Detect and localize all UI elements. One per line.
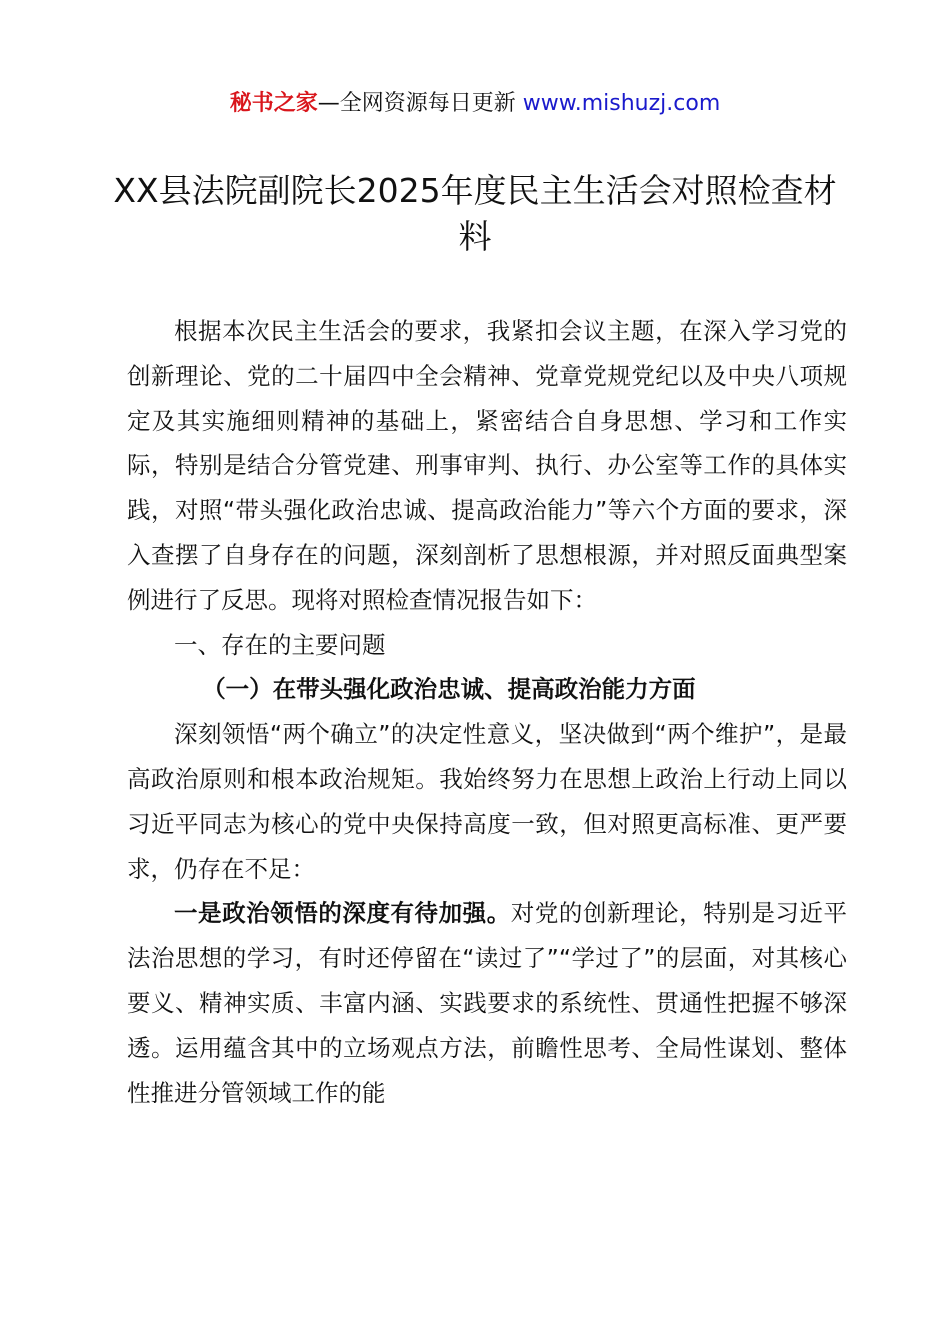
site-header xyxy=(0,86,950,122)
site-url-link[interactable]: www.mishuzj.com xyxy=(522,91,721,116)
section-heading: 一、存在的主要问题 xyxy=(174,630,386,659)
point-lead: 一是政治领悟的深度有待加强。 xyxy=(174,899,511,928)
header-tagline: —全网资源每日更新 xyxy=(317,91,523,116)
subsection-heading: （一）在带头强化政治忠诚、提高政治能力方面 xyxy=(202,675,696,704)
brand-name: 秘书之家 xyxy=(229,91,318,116)
point-paragraph xyxy=(127,891,847,1115)
document-title: XX县法院副院长2025年度民主生活会对照检查材料 xyxy=(113,171,837,256)
subsection-paragraph: 深刻领悟“两个确立”的决定性意义，坚决做到“两个维护”，是最高政治原则和根本政治规矩。我始终努力在思想上政治上行动上同以习近平同志为核心的党中央保持高度一致，但对照更高标准、更严要求，仍存在不足： xyxy=(127,720,847,883)
point-text: 对党的创新理论，特别是习近平法治思想的学习，有时还停留在“读过了”“学过了”的层面，对其核心要义、精神实质、丰富内涵、实践要求的系统性、贯通性把握不够深透。运用蕴含其中的立场观点方法，前瞻性思考、全局性谋划、整体性推进分管领域工作的能 xyxy=(127,899,848,1107)
intro-paragraph: 根据本次民主生活会的要求，我紧扣会议主题，在深入学习党的创新理论、党的二十届四中全会精神、党章党规党纪以及中央八项规定及其实施细则精神的基础上，紧密结合自身思想、学习和工作实际，特别是结合分管党建、刑事审判、执行、办公室等工作的具体实践，对照“带头强化政治忠诚、提高政治能力”等六个方面的要求，深入查摆了自身存在的问题，深刻剖析了思想根源，并对照反面典型案例进行了反思。现将对照检查情况报告如下： xyxy=(127,317,847,614)
document-body xyxy=(127,309,847,1115)
